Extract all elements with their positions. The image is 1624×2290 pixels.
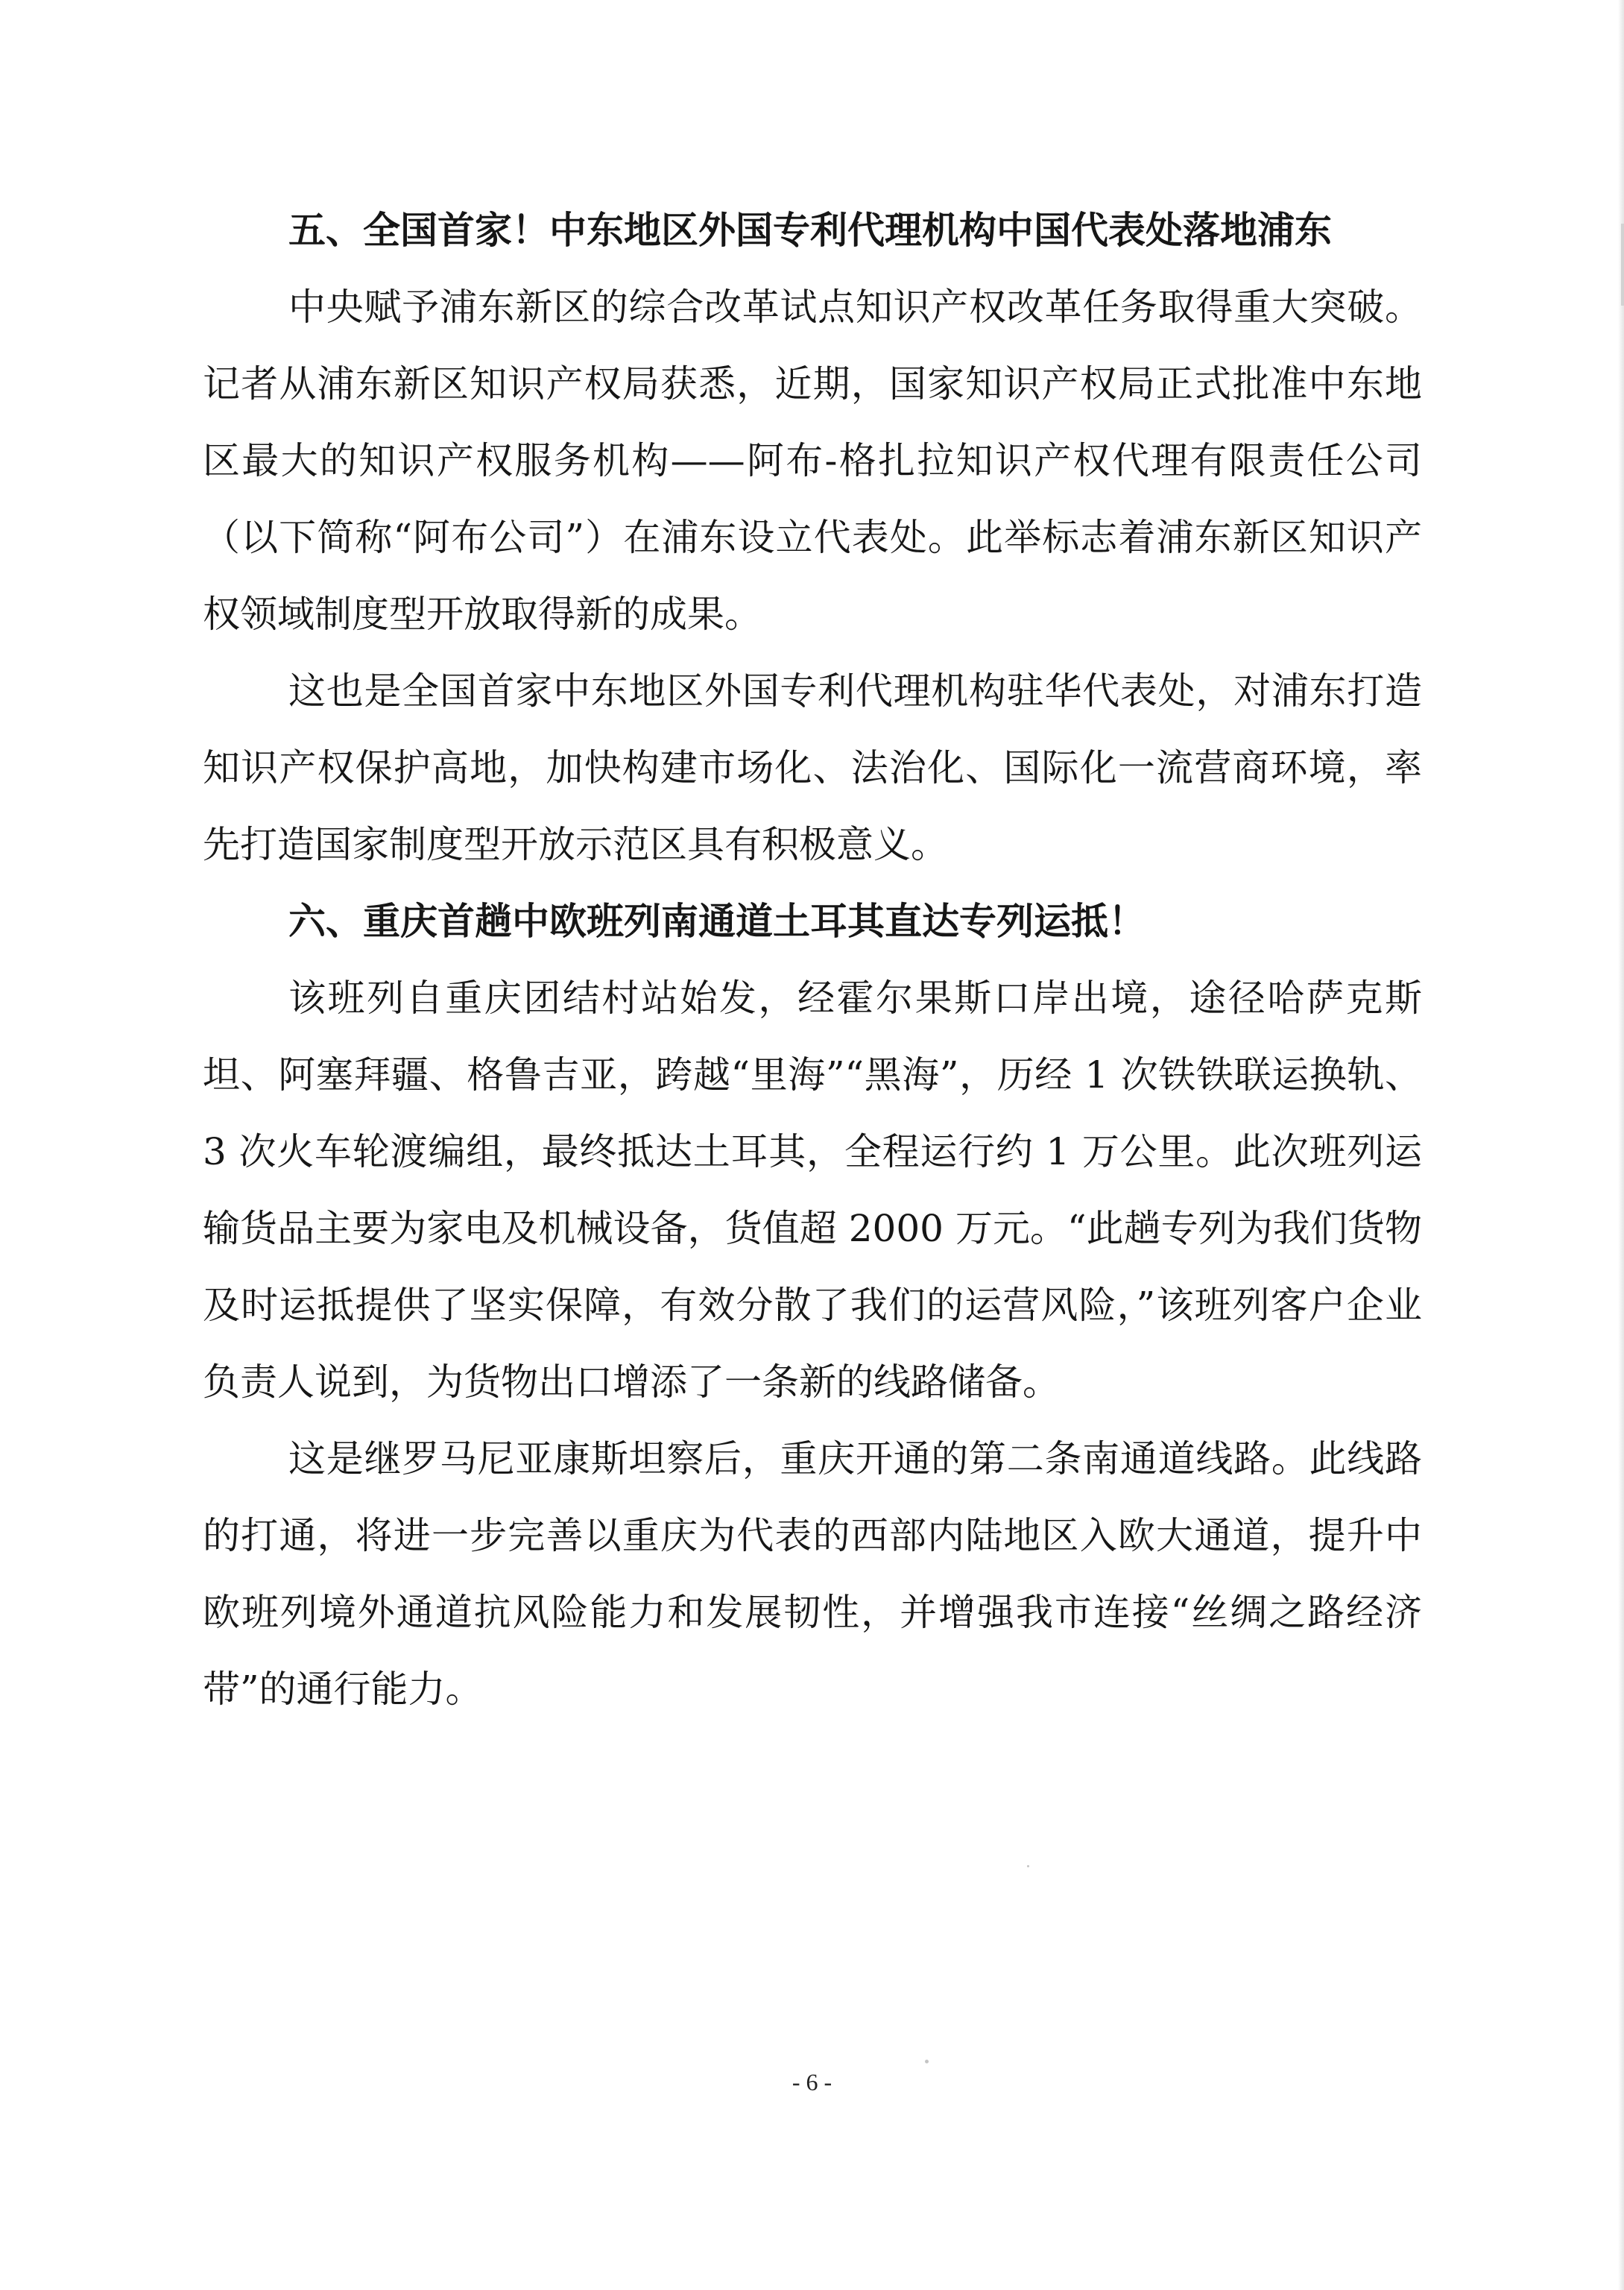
section-heading: 六、重庆首趟中欧班列南通道土耳其直达专列运抵！ <box>288 900 1146 943</box>
paragraph: 这是继罗马尼亚康斯坦察后，重庆开通的第二条南通道线路。此线路的打通，将进一步完善以重庆为代表的西部内陆地区入欧大通道，提升中欧班列境外通道抗风险能力和发展韧性，并增强我市连接“丝绸之路经济带”的通行能力。 <box>203 1437 1422 1711</box>
scan-speck <box>1027 1865 1029 1867</box>
scan-edge-mark <box>1621 224 1624 306</box>
paragraph: 这也是全国首家中东地区外国专利代理机构驻华代表处，对浦东打造知识产权保护高地，加快构建市场化、法治化、国际化一流营商环境，率先打造国家制度型开放示范区具有积极意义。 <box>203 669 1422 866</box>
section-five <box>203 192 1422 883</box>
paragraph: 该班列自重庆团结村站始发，经霍尔果斯口岸出境，途径哈萨克斯坦、阿塞拜疆、格鲁吉亚，跨越“里海”“黑海”，历经 1 次铁铁联运换轨、3 次火车轮渡编组，最终抵达土耳其，全程运行约 1 万公里。此次班列运输货品主要为家电及机械设备，货值超 2000 万元。“此趟专列为我们货物及时运抵提供了坚实保障，有效分散了我们的运营风险，”该班列客户企业负责人说到，为货物出口增添了一条新的线路储备。 <box>203 977 1422 1404</box>
section-heading: 五、全国首家！中东地区外国专利代理机构中国代表处落地浦东 <box>288 209 1332 252</box>
page-number: - 6 - <box>792 2069 832 2095</box>
document-body <box>203 192 1422 1728</box>
paragraph: 中央赋予浦东新区的综合改革试点知识产权改革任务取得重大突破。记者从浦东新区知识产权局获悉，近期，国家知识产权局正式批准中东地区最大的知识产权服务机构——阿布-格扎拉知识产权代理有限责任公司（以下简称“阿布公司”）在浦东设立代表处。此举标志着浦东新区知识产权领域制度型开放取得新的成果。 <box>203 286 1422 636</box>
scan-page-edge <box>1618 0 1624 2290</box>
scan-speck <box>925 2060 929 2063</box>
section-six <box>203 883 1422 1728</box>
